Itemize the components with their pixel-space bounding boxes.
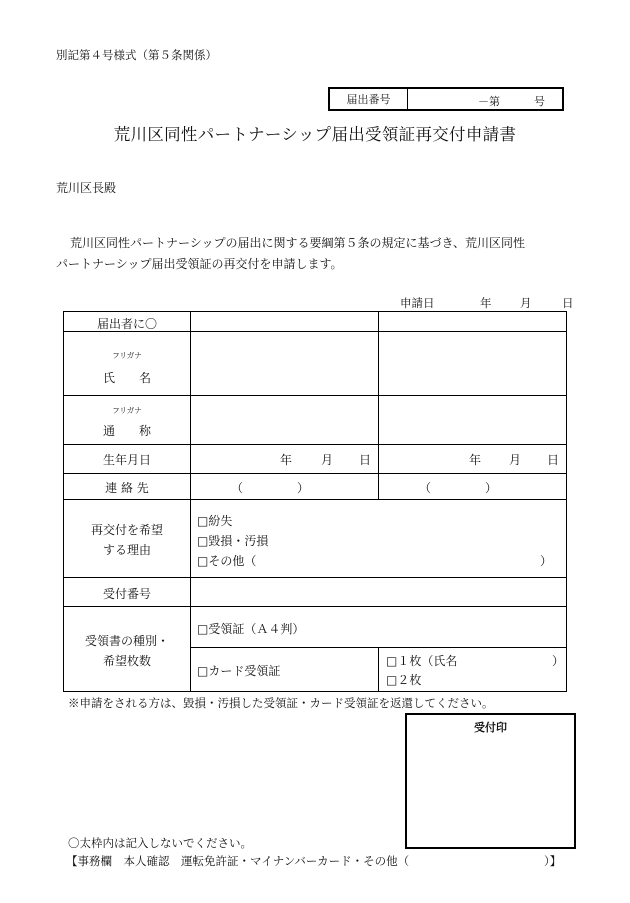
office-use-text: 【事務欄 本人確認 運転免許証・マイナンバーカード・その他（	[66, 854, 410, 868]
body-line-1: 荒川区同性パートナーシップの届出に関する要綱第５条の規定に基づき、荒川区同性	[70, 236, 526, 250]
application-date-label: 申請日	[400, 296, 435, 310]
reason-label-line2: する理由	[102, 543, 151, 557]
contact1-paren-close: ）	[297, 481, 310, 495]
cert-card-checkbox[interactable]: □カード受領証	[197, 664, 281, 678]
birthdate-label: 生年月日	[102, 453, 151, 467]
reason-label-line1: 再交付を希望	[90, 523, 163, 537]
notification-number-box	[328, 87, 564, 111]
application-date-day: 日	[562, 296, 574, 310]
return-notice: ※申請をされる方は、毀損・汚損した受領証・カード受領証を返還してください。	[68, 696, 494, 710]
applicant2-contact-field[interactable]	[379, 474, 566, 499]
receipt-number-label: 受付番号	[102, 587, 151, 601]
application-date-year: 年	[480, 296, 492, 310]
alias-furigana-label: フリガナ	[112, 406, 142, 415]
card-two-checkbox[interactable]: □２枚	[386, 673, 422, 687]
applicant2-birthdate-field[interactable]	[379, 445, 566, 473]
contact2-paren-open: （	[419, 481, 432, 495]
body-line-2: パートナーシップ届出受領証の再交付を申請します。	[56, 257, 343, 271]
applicant-mark-label: 届出者に〇	[96, 317, 157, 331]
body-text	[56, 233, 576, 275]
contact1-paren-open: （	[231, 481, 244, 495]
name-label: 氏 名	[102, 371, 151, 385]
applicant2-alias-field[interactable]	[379, 396, 566, 444]
reason-other-checkbox[interactable]: □その他（	[197, 554, 257, 568]
birth2-day: 日	[547, 453, 560, 467]
applicant1-contact-field[interactable]	[191, 474, 378, 499]
cert-type-label-line2: 希望枚数	[102, 654, 151, 668]
column-divider	[378, 647, 379, 691]
notification-number-part2: 号	[534, 95, 545, 108]
birth1-day: 日	[359, 453, 372, 467]
contact2-paren-close: ）	[485, 481, 498, 495]
application-date-month: 月	[520, 296, 532, 310]
cert-a4-checkbox[interactable]: □受領証（Ａ４判）	[197, 622, 305, 636]
card-one-checkbox[interactable]: □１枚（氏名	[386, 654, 458, 668]
office-use-line	[66, 853, 566, 869]
application-table	[63, 311, 567, 692]
office-use-close: ）】	[544, 854, 562, 868]
reason-damaged-checkbox[interactable]: □毀損・汚損	[197, 534, 269, 548]
applicant1-birthdate-field[interactable]	[191, 445, 378, 473]
contact-label: 連 絡 先	[105, 481, 149, 495]
notification-number-part1: －第	[478, 95, 500, 108]
reception-stamp-label: 受付印	[474, 721, 507, 734]
applicant2-name-field[interactable]	[379, 332, 566, 395]
addressee: 荒川区長殿	[56, 181, 117, 195]
receipt-number-field[interactable]	[191, 578, 566, 606]
birth2-year: 年	[469, 453, 482, 467]
row-divider	[64, 606, 566, 607]
bold-frame-notice: 〇太枠内は記入しないでください。	[68, 836, 252, 850]
applicant1-mark-field[interactable]	[191, 312, 378, 331]
row-divider	[64, 499, 566, 500]
name-furigana-label: フリガナ	[112, 351, 142, 360]
applicant2-mark-field[interactable]	[379, 312, 566, 331]
card-one-paren-close: ）	[552, 654, 565, 668]
cert-type-label-line1: 受領書の種別・	[84, 634, 169, 648]
applicant1-alias-field[interactable]	[191, 396, 378, 444]
alias-label: 通 称	[102, 424, 151, 438]
reason-other-paren-close: ）	[540, 554, 553, 568]
notification-number-label: 届出番号	[330, 89, 408, 109]
birth1-year: 年	[280, 453, 293, 467]
applicant1-name-field[interactable]	[191, 332, 378, 395]
form-style-note: 別記第４号様式（第５条関係）	[56, 48, 217, 62]
reception-stamp-box	[405, 713, 576, 849]
notification-number-field[interactable]	[408, 89, 562, 109]
birth2-month: 月	[509, 453, 522, 467]
reason-lost-checkbox[interactable]: □紛失	[197, 514, 233, 528]
birth1-month: 月	[321, 453, 334, 467]
document-title: 荒川区同性パートナーシップ届出受領証再交付申請書	[113, 125, 517, 144]
